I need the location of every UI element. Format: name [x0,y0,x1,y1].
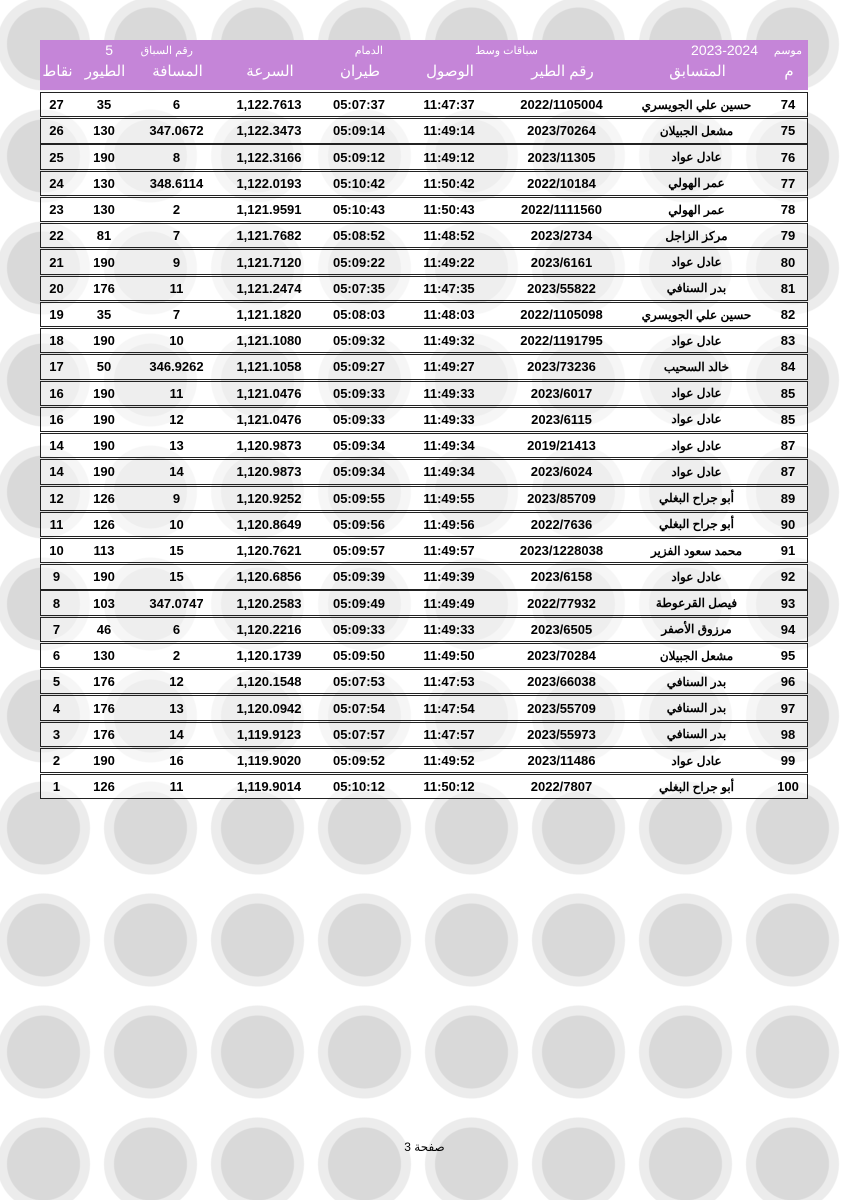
cell-distance: 9 [172,490,181,506]
column-header-arrival: الوصول [426,63,474,80]
cell-speed: 1,119.9020 [236,753,302,768]
race-number: 5 [105,42,113,58]
cell-rank: 75 [780,123,796,139]
table-row [40,144,808,169]
column-header-rank: م [784,63,794,80]
column-header-points: نقاط [42,63,73,80]
cell-birds: 126 [93,490,115,506]
cell-points: 25 [49,149,64,165]
cell-birds: 130 [93,202,115,218]
column-header-speed: السرعة [246,63,294,80]
cell-ring: 2022/10184 [527,175,596,191]
cell-flight: 05:09:39 [332,569,386,585]
cell-birds: 190 [93,411,115,427]
cell-flight: 05:07:54 [332,700,386,716]
cell-points: 21 [49,254,64,270]
cell-points: 1 [52,779,61,795]
race-location: الدمام [354,45,383,57]
cell-flight: 05:09:34 [332,464,386,480]
cell-flight: 05:07:37 [332,97,386,113]
cell-birds: 126 [93,779,115,795]
cell-points: 7 [52,621,61,637]
cell-name: عمر الهولي [668,176,725,191]
cell-flight: 05:07:57 [332,726,386,742]
cell-name: بدر السنافي [666,674,727,689]
cell-rank: 79 [780,228,796,244]
cell-distance: 13 [169,438,184,454]
cell-rank: 84 [780,359,796,375]
cell-ring: 2023/55709 [527,700,596,716]
cell-arrival: 11:49:14 [423,123,475,139]
table-row [40,381,808,406]
cell-name: عمر الهولي [668,202,725,217]
cell-points: 24 [49,175,64,191]
cell-distance: 346.9262 [149,359,204,375]
cell-name: بدر السنافي [666,281,727,296]
cell-speed: 1,122.7613 [236,97,302,113]
cell-arrival: 11:49:56 [423,516,475,532]
cell-ring: 2022/1191795 [520,333,603,349]
cell-birds: 130 [93,648,115,664]
cell-points: 20 [49,280,64,296]
table-row [40,538,808,563]
column-headers [40,62,808,80]
cell-ring: 2022/7807 [530,779,593,795]
table-row [40,328,808,353]
cell-distance: 2 [172,648,181,664]
cell-ring: 2023/85709 [527,490,596,506]
cell-speed: 1,121.9591 [236,202,302,218]
table-row [40,722,808,747]
table-row [40,433,808,458]
cell-speed: 1,119.9123 [236,726,302,742]
cell-points: 5 [52,674,61,690]
cell-distance: 15 [169,569,184,585]
cell-flight: 05:09:12 [332,149,386,165]
cell-ring: 2023/6017 [530,385,593,401]
cell-birds: 190 [93,569,115,585]
cell-speed: 1,121.1080 [236,333,302,349]
cell-name: أبو جراح البغلي [658,517,735,532]
cell-flight: 05:10:12 [332,779,386,795]
cell-ring: 2023/11305 [527,149,596,165]
cell-distance: 9 [172,254,181,270]
cell-distance: 11 [169,280,184,296]
table-row [40,774,808,799]
cell-rank: 85 [780,411,796,427]
cell-speed: 1,120.7621 [236,543,302,559]
cell-name: حسين علي الجويسري [641,97,752,112]
cell-arrival: 11:49:33 [423,621,475,637]
cell-rank: 98 [780,726,796,742]
cell-ring: 2023/6158 [530,569,593,585]
cell-birds: 130 [93,123,115,139]
cell-distance: 14 [169,464,184,480]
cell-arrival: 11:49:50 [423,648,475,664]
table-row [40,92,808,117]
cell-ring: 2023/70264 [527,123,596,139]
table-row [40,590,808,615]
cell-flight: 05:07:35 [332,280,386,296]
table-row [40,617,808,642]
cell-speed: 1,120.9873 [236,438,302,454]
table-row [40,669,808,694]
cell-rank: 97 [780,700,796,716]
column-header-flight: طيران [340,63,380,80]
cell-birds: 190 [93,385,115,401]
cell-points: 14 [49,464,64,480]
cell-name: عادل عواد [671,753,722,768]
cell-distance: 7 [172,228,181,244]
cell-speed: 1,120.6856 [236,569,302,585]
cell-name: عادل عواد [671,569,722,584]
cell-ring: 2023/55822 [527,280,596,296]
cell-rank: 87 [780,464,796,480]
cell-rank: 82 [780,307,796,323]
cell-points: 3 [52,726,61,742]
cell-ring: 2023/6505 [530,621,593,637]
cell-points: 18 [49,333,64,349]
table-row [40,118,808,143]
cell-rank: 80 [780,254,796,270]
cell-name: عادل عواد [671,150,722,165]
cell-points: 22 [49,228,64,244]
cell-flight: 05:09:27 [332,359,386,375]
cell-birds: 176 [93,674,115,690]
cell-points: 27 [49,97,64,113]
cell-arrival: 11:49:34 [423,438,475,454]
cell-flight: 05:09:34 [332,438,386,454]
column-header-distance: المسافة [152,63,203,80]
cell-rank: 76 [780,149,796,165]
cell-rank: 87 [780,438,796,454]
cell-birds: 176 [93,726,115,742]
cell-ring: 2023/6161 [530,254,593,270]
cell-flight: 05:09:57 [332,543,386,559]
table-row [40,302,808,327]
cell-arrival: 11:49:39 [423,569,475,585]
cell-rank: 90 [780,516,796,532]
cell-name: مشعل الجبيلان [659,123,734,138]
cell-name: أبو جراح البغلي [658,779,735,794]
cell-birds: 190 [93,753,115,768]
cell-flight: 05:09:33 [332,385,386,401]
cell-points: 16 [49,411,64,427]
cell-arrival: 11:49:27 [423,359,475,375]
cell-speed: 1,120.9873 [236,464,302,480]
cell-speed: 1,121.7120 [236,254,302,270]
cell-arrival: 11:48:52 [423,228,475,244]
table-row [40,249,808,274]
cell-arrival: 11:47:35 [423,280,475,296]
cell-name: فيصل القرعوطة [655,596,738,611]
cell-birds: 113 [93,543,115,559]
cell-points: 17 [49,359,64,375]
table-row [40,564,808,589]
cell-rank: 96 [780,674,796,690]
cell-rank: 95 [780,648,796,664]
cell-distance: 10 [169,516,184,532]
cell-name: عادل عواد [671,255,722,270]
cell-flight: 05:09:33 [332,621,386,637]
cell-rank: 100 [777,779,799,795]
cell-speed: 1,122.0193 [236,175,302,191]
cell-speed: 1,122.3166 [236,149,302,165]
cell-speed: 1,120.0942 [236,700,302,716]
cell-name: بدر السنافي [666,701,727,716]
cell-points: 10 [49,543,64,559]
cell-birds: 126 [93,516,115,532]
cell-name: حسين علي الجويسري [641,307,752,322]
cell-flight: 05:09:14 [332,123,386,139]
cell-name: خالد السحيب [663,359,730,374]
cell-points: 26 [49,123,64,139]
table-row [40,354,808,379]
cell-rank: 99 [780,753,796,768]
cell-rank: 89 [780,490,796,506]
cell-rank: 93 [780,595,796,611]
cell-speed: 1,120.2216 [236,621,302,637]
cell-flight: 05:09:33 [332,411,386,427]
cell-distance: 12 [169,674,184,690]
cell-arrival: 11:49:55 [423,490,475,506]
cell-arrival: 11:49:49 [423,595,475,611]
cell-distance: 10 [169,333,184,349]
cell-arrival: 11:50:12 [423,779,475,795]
cell-flight: 05:09:50 [332,648,386,664]
cell-speed: 1,121.0476 [236,385,302,401]
cell-points: 2 [52,753,61,768]
cell-speed: 1,121.1820 [236,307,302,323]
cell-flight: 05:07:53 [332,674,386,690]
cell-ring: 2023/66038 [527,674,596,690]
cell-flight: 05:09:49 [332,595,386,611]
cell-arrival: 11:47:57 [423,726,475,742]
column-header-ring: رقم الطير [531,63,594,80]
cell-points: 14 [49,438,64,454]
cell-ring: 2022/7636 [530,516,593,532]
cell-name: محمد سعود الفزير [650,543,743,558]
cell-rank: 83 [780,333,796,349]
cell-distance: 6 [172,97,181,113]
cell-ring: 2023/6115 [531,411,592,427]
cell-name: مركز الزاجل [665,228,728,243]
cell-ring: 2022/1105004 [520,97,603,113]
cell-distance: 347.0747 [149,595,204,611]
table-row [40,407,808,432]
table-row [40,223,808,248]
cell-distance: 6 [172,621,181,637]
cell-rank: 78 [780,202,796,218]
cell-arrival: 11:49:57 [423,543,475,559]
cell-arrival: 11:49:12 [423,149,475,165]
cell-points: 8 [52,595,61,611]
page-number: صفحة 3 [404,1140,445,1154]
results-table [40,92,808,800]
cell-birds: 190 [93,149,115,165]
cell-speed: 1,120.1548 [236,674,302,690]
cell-distance: 2 [172,202,181,218]
cell-flight: 05:09:56 [332,516,386,532]
cell-points: 19 [49,307,64,323]
table-row [40,459,808,484]
cell-arrival: 11:49:33 [423,411,475,427]
cell-distance: 13 [169,700,184,716]
cell-points: 16 [49,385,64,401]
cell-distance: 11 [169,385,184,401]
cell-ring: 2023/1228038 [519,543,604,559]
cell-speed: 1,120.9252 [236,490,302,506]
cell-birds: 130 [93,175,115,191]
cell-speed: 1,121.7682 [236,228,302,244]
cell-distance: 347.0672 [149,123,204,139]
cell-speed: 1,120.2583 [236,595,302,611]
cell-ring: 2023/2734 [530,228,593,244]
cell-arrival: 11:49:34 [423,464,475,480]
cell-arrival: 11:47:54 [423,700,475,716]
cell-birds: 35 [96,307,112,323]
cell-points: 11 [49,516,64,532]
cell-ring: 2023/73236 [527,359,596,375]
column-header-birds: الطيور [84,63,126,80]
table-row [40,512,808,537]
cell-name: مشعل الجبيلان [659,648,734,663]
cell-name: بدر السنافي [666,727,727,742]
cell-rank: 91 [780,543,796,559]
cell-distance: 8 [172,149,181,165]
cell-distance: 12 [169,411,184,427]
table-row [40,276,808,301]
cell-birds: 46 [96,621,112,637]
cell-arrival: 11:50:42 [423,175,475,191]
cell-birds: 190 [93,254,115,270]
cell-birds: 176 [93,280,115,296]
season-value: 2023-2024 [691,42,758,58]
cell-arrival: 11:49:52 [423,753,475,768]
cell-rank: 74 [780,97,796,113]
cell-flight: 05:09:32 [332,333,386,349]
cell-name: عادل عواد [671,333,722,348]
cell-speed: 1,120.1739 [236,648,302,664]
race-number-label: رقم السباق [140,45,193,57]
cell-ring: 2019/21413 [527,438,596,454]
cell-rank: 77 [780,175,796,191]
column-header-name: المتسابق [669,63,726,80]
cell-arrival: 11:49:33 [423,385,475,401]
cell-distance: 11 [169,779,184,795]
cell-points: 4 [52,700,61,716]
cell-arrival: 11:50:43 [423,202,475,218]
cell-flight: 05:08:03 [332,307,386,323]
cell-ring: 2022/1111560 [521,202,602,218]
table-row [40,171,808,196]
cell-flight: 05:08:52 [332,228,386,244]
race-type: سباقات وسط [475,45,538,57]
cell-birds: 176 [93,700,115,716]
cell-speed: 1,120.8649 [236,516,302,532]
cell-distance: 348.6114 [149,175,204,191]
cell-flight: 05:09:55 [332,490,386,506]
table-row [40,197,808,222]
cell-arrival: 11:47:37 [423,97,475,113]
cell-speed: 1,121.0476 [236,411,302,427]
cell-rank: 81 [780,280,796,296]
table-row [40,695,808,720]
cell-distance: 7 [172,307,181,323]
results-header-band [40,40,808,90]
cell-flight: 05:10:43 [332,202,386,218]
cell-birds: 190 [93,438,115,454]
cell-speed: 1,122.3473 [236,123,302,139]
cell-ring: 2022/77932 [527,595,596,611]
cell-arrival: 11:48:03 [423,307,475,323]
cell-name: مرزوق الأصفر [661,622,732,637]
cell-name: أبو جراح البغلي [658,491,735,506]
table-row [40,748,808,773]
cell-birds: 50 [96,359,112,375]
cell-name: عادل عواد [671,412,722,427]
cell-birds: 103 [93,595,115,611]
cell-distance: 15 [169,543,184,559]
cell-points: 9 [52,569,61,585]
cell-name: عادل عواد [671,464,722,479]
cell-speed: 1,121.2474 [236,280,302,296]
season-label: موسم [773,45,802,57]
cell-points: 12 [49,490,64,506]
cell-birds: 81 [96,228,112,244]
cell-ring: 2023/70284 [527,648,596,664]
cell-rank: 94 [780,621,796,637]
cell-arrival: 11:49:22 [423,254,475,270]
cell-speed: 1,119.9014 [236,779,302,795]
cell-arrival: 11:47:53 [423,674,475,690]
cell-rank: 85 [780,385,796,401]
table-row [40,486,808,511]
cell-name: عادل عواد [671,386,722,401]
cell-flight: 05:09:52 [332,753,386,768]
cell-birds: 190 [93,464,115,480]
table-row [40,643,808,668]
cell-ring: 2023/6024 [530,464,593,480]
cell-points: 23 [49,202,64,218]
cell-distance: 14 [169,726,184,742]
cell-ring: 2023/55973 [527,726,596,742]
cell-birds: 35 [96,97,112,113]
cell-rank: 92 [780,569,796,585]
cell-ring: 2022/1105098 [520,307,603,323]
cell-arrival: 11:49:32 [423,333,475,349]
cell-flight: 05:09:22 [332,254,386,270]
cell-ring: 2023/11486 [527,753,596,768]
cell-speed: 1,121.1058 [236,359,302,375]
cell-flight: 05:10:42 [332,175,386,191]
cell-name: عادل عواد [671,438,722,453]
cell-birds: 190 [93,333,115,349]
cell-distance: 16 [169,753,184,768]
cell-points: 6 [52,648,61,664]
